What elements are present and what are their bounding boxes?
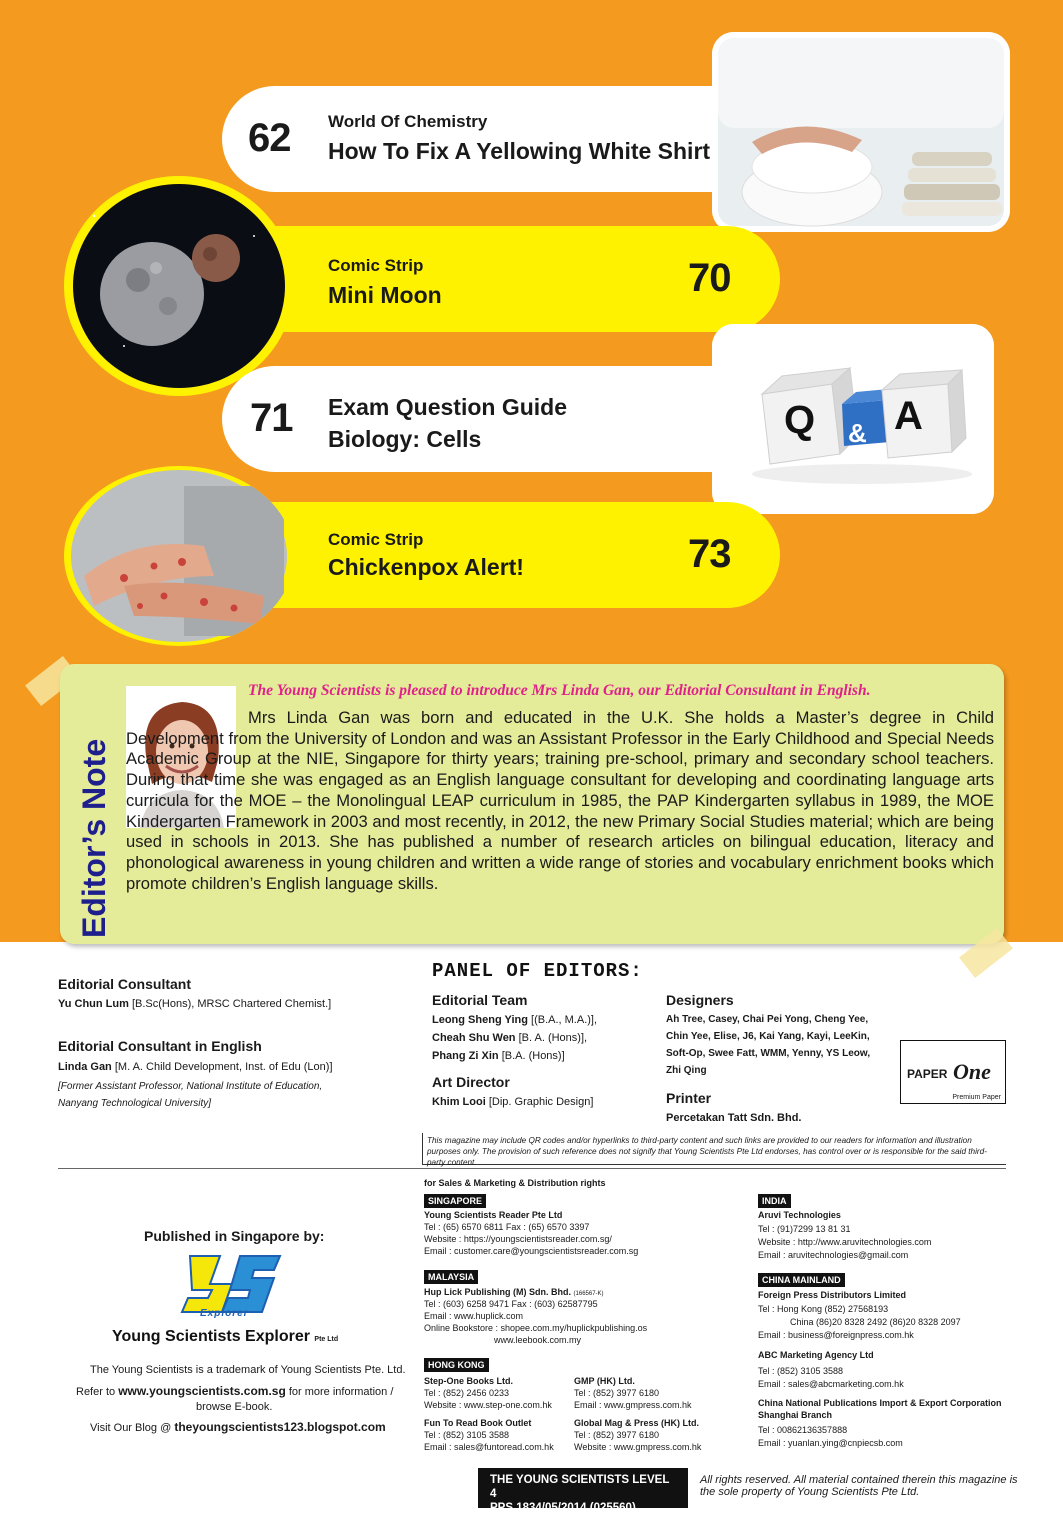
consultant-detail: [B.Sc(Hons), MRSC Chartered Chemist.] <box>131 998 332 1010</box>
toc-category: Exam Question Guide <box>328 394 567 420</box>
member-name: Leong Sheng Ying <box>432 1014 528 1026</box>
distributor-detail: Email : aruvitechnologies@gmail.com <box>758 1250 909 1260</box>
publisher-name-text: Young Scientists Explorer <box>112 1328 310 1345</box>
distributor-name-text: Aruvi Technologies <box>758 1210 841 1220</box>
distributor-detail: Website : www.step-one.com.hk <box>424 1400 552 1410</box>
blog-link[interactable]: theyoungscientists123.blogspot.com <box>174 1420 386 1434</box>
consultant-name: Yu Chun Lum <box>58 998 129 1010</box>
distributor-detail: China (86)20 8328 2492 (86)20 8328 2097 <box>790 1317 961 1327</box>
distributor-detail: Tel : Hong Kong (852) 27568193 <box>758 1304 889 1314</box>
ebook-line: browse E-book. <box>196 1401 273 1413</box>
distributor-detail: Website : http://www.aruvitechnologies.com <box>758 1237 932 1247</box>
editorial-team-heading: Editorial Team <box>432 992 528 1008</box>
english-consultant-detail: [M. A. Child Development, Inst. of Edu (Lon)] <box>114 1061 333 1073</box>
member-detail: [B. A. (Hons)], <box>518 1032 588 1044</box>
moon-photo <box>64 176 294 396</box>
paper-logo-sub: Premium Paper <box>952 1094 1001 1101</box>
shirt-photo <box>712 32 1010 232</box>
distributor-name-text: ABC Marketing Agency Ltd <box>758 1350 874 1360</box>
toc-category: Comic Strip <box>328 530 424 549</box>
website-prefix: Refer to <box>76 1386 119 1398</box>
member-name: Cheah Shu Wen <box>432 1032 516 1044</box>
toc-title[interactable]: How To Fix A Yellowing White Shirt <box>328 138 711 164</box>
distributor-name <box>574 1376 635 1387</box>
toc-category: Comic Strip <box>328 256 424 275</box>
member-detail: [(B.A., M.A.)], <box>531 1014 598 1026</box>
distributor-detail: Website : www.gmpress.com.hk <box>574 1442 702 1452</box>
footer-pps-line: PPS 1834/05/2014 (025560) <box>490 1502 636 1514</box>
consultant-heading: Editorial Consultant <box>58 976 191 992</box>
editorial-team-member <box>432 1032 587 1044</box>
region-tag-china: CHINA MAINLAND <box>758 1273 845 1287</box>
trademark-line: The Young Scientists is a trademark of Young Scientists Pte. Ltd. <box>90 1364 406 1376</box>
distribution-heading: for Sales & Marketing & Distribution rights <box>424 1178 606 1188</box>
distributor-detail: Tel : (852) 3977 6180 <box>574 1430 660 1440</box>
qa-a-letter: A <box>894 394 923 438</box>
distributor-detail: Email : customer.care@youngscientistsreader.com.sg <box>424 1246 639 1256</box>
panel-of-editors-title: PANEL OF EDITORS: <box>432 960 643 982</box>
level-footer-box <box>478 1468 688 1514</box>
editors-note-headline: The Young Scientists is pleased to introduce Mrs Linda Gan, our Editorial Consultant in English. <box>248 682 871 699</box>
distributor-detail: Tel : (852) 3977 6180 <box>574 1388 660 1398</box>
paper-logo-one: One <box>953 1059 991 1084</box>
toc-title[interactable]: Mini Moon <box>328 282 442 308</box>
english-consultant-note: Nanyang Technological University] <box>58 1098 212 1109</box>
distributor-name <box>758 1210 841 1221</box>
distributor-detail: Tel : (91)7299 13 81 31 <box>758 1224 851 1234</box>
consultant-line <box>58 998 331 1010</box>
distributor-detail: Tel : (65) 6570 6811 Fax : (65) 6570 3397 <box>424 1222 590 1232</box>
designers-list: Chin Yee, Elise, J6, Kai Yang, Kayi, LeeKin, <box>666 1031 870 1042</box>
distributor-reg: (166567-K) <box>573 1291 604 1297</box>
distributor-name <box>758 1398 1002 1409</box>
distributor-detail: Email : yuanlan.ying@cnpiecsb.com <box>758 1438 903 1448</box>
region-tag-malaysia: MALAYSIA <box>424 1270 478 1284</box>
distributor-detail: Website : https://youngscientistsreader.com.sg/ <box>424 1234 612 1244</box>
english-consultant-note: [Former Assistant Professor, National Institute of Education, <box>58 1081 323 1092</box>
member-name: Phang Zi Xin <box>432 1050 499 1062</box>
distributor-name <box>424 1376 513 1387</box>
distributor-name-text: Global Mag & Press (HK) Ltd. <box>574 1418 700 1428</box>
toc-page-number: 73 <box>688 532 731 576</box>
publisher-name-suffix: Pte Ltd <box>314 1336 339 1343</box>
distributor-name <box>758 1290 906 1301</box>
distributor-name <box>424 1418 531 1429</box>
website-link[interactable]: www.youngscientists.com.sg <box>118 1384 286 1398</box>
footer-level-line: THE YOUNG SCIENTISTS LEVEL 4 <box>490 1474 670 1500</box>
editors-note-body: Mrs Linda Gan was born and educated in the U.K. She holds a Master’s degree in Child Development from the University of London and was an Assistant Professor in the Early Childhood and Special Needs Academic Group at the NIE, Singapore for thirty years; training pre-school, primary and secondary school teachers. During that time she was engaged as an English language consultant for developing and coordinating language arts curricula for the MOE – the Monolingual LEAP curriculum in 1985, the PAP Kindergarten syllabus in 1989, the MOE Kindergarten Framework in 2003 and most recently, in 2012, the new Primary Social Studies material; which are being used in schools in 2013. She has published a number of research articles on bilingual education, literacy and phonological awareness in young children and written a wide range of stories and vocabulary enrichment books which promote children’s English language skills. <box>126 708 994 893</box>
region-tag-hongkong: HONG KONG <box>424 1358 489 1372</box>
distributor-name-text: China National Publications Import & Export Corporation <box>758 1398 1002 1408</box>
designers-list: Zhi Qing <box>666 1065 707 1076</box>
blog-prefix: Visit Our Blog @ <box>90 1422 175 1434</box>
paper-logo-word: PAPER <box>907 1067 948 1081</box>
toc-title[interactable]: Biology: Cells <box>328 426 482 452</box>
distributor-detail: Email : sales@abcmarketing.com.hk <box>758 1379 904 1389</box>
distributor-name <box>758 1350 874 1361</box>
distributor-detail: Tel : (852) 2456 0233 <box>424 1388 510 1398</box>
rights-statement: All rights reserved. All material contained therein this magazine is the sole property of Young Scientists Pte Ltd. <box>700 1474 1018 1498</box>
printer-name: Percetakan Tatt Sdn. Bhd. <box>666 1112 802 1124</box>
distributor-name-text: Fun To Read Book Outlet <box>424 1418 532 1428</box>
art-director-name: Khim Looi <box>432 1096 486 1108</box>
art-director-heading: Art Director <box>432 1074 510 1090</box>
designers-list: Soft-Op, Swee Fatt, WMM, Yenny, YS Leow, <box>666 1048 871 1059</box>
toc-title[interactable]: Chickenpox Alert! <box>328 554 524 580</box>
distributor-name-text: Step-One Books Ltd. <box>424 1376 514 1386</box>
editorial-team-member <box>432 1050 565 1062</box>
distributor-name <box>424 1210 562 1221</box>
toc-page-number: 62 <box>248 116 291 160</box>
english-consultant-heading: Editorial Consultant in English <box>58 1038 262 1054</box>
ys-explorer-logo <box>176 1250 296 1328</box>
distributor-detail: www.leebook.com.my <box>494 1335 582 1345</box>
designers-heading: Designers <box>666 992 734 1008</box>
art-director-line <box>432 1096 593 1108</box>
english-consultant-line <box>58 1061 333 1073</box>
divider <box>58 1168 1006 1169</box>
english-consultant-name: Linda Gan <box>58 1061 112 1073</box>
editorial-team-member <box>432 1014 597 1026</box>
toc-page-number: 71 <box>250 396 293 440</box>
website-suffix: for more information / <box>285 1386 394 1398</box>
published-in-label: Published in Singapore by: <box>144 1228 325 1244</box>
designers-list: Ah Tree, Casey, Chai Pei Yong, Cheng Yee, <box>666 1014 869 1025</box>
distributor-detail: Tel : (603) 6258 9471 Fax : (603) 62587795 <box>424 1299 598 1309</box>
distributor-detail: Online Bookstore : shopee.com.my/huplickpublishing.os <box>424 1323 648 1333</box>
logo-explorer-word: Explorer <box>200 1308 249 1319</box>
distributor-name-text: Young Scientists Reader Pte Ltd <box>424 1210 563 1220</box>
paper-one-logo <box>900 1040 1006 1104</box>
blog-line <box>90 1420 386 1434</box>
distributor-name <box>574 1418 699 1429</box>
distributor-detail: Tel : 00862136357888 <box>758 1425 848 1435</box>
publisher-name <box>112 1328 338 1346</box>
chickenpox-arm-photo <box>64 466 294 646</box>
distributor-detail: Email : www.gmpress.com.hk <box>574 1400 692 1410</box>
region-tag-india: INDIA <box>758 1194 791 1208</box>
distributor-name-text: Hup Lick Publishing (M) Sdn. Bhd. <box>424 1287 571 1297</box>
distributor-detail: Email : www.huplick.com <box>424 1311 524 1321</box>
printer-heading: Printer <box>666 1090 712 1106</box>
distributor-detail: Tel : (852) 3105 3588 <box>424 1430 510 1440</box>
qa-ampersand: & <box>848 418 867 448</box>
toc-page-number: 70 <box>688 256 731 300</box>
distributor-name-text: GMP (HK) Ltd. <box>574 1376 635 1386</box>
third-party-disclaimer: This magazine may include QR codes and/or hyperlinks to third-party content and such links are provided to our readers for information and illustration purposes only. The provision of such reference does not signify that Young Scientists Pte Ltd endorses, has control over or is responsible for the said third-party content. <box>422 1133 1006 1165</box>
distributor-name-text: Foreign Press Distributors Limited <box>758 1290 907 1300</box>
editors-note-label: Editor’s Note <box>76 738 112 938</box>
toc-category: World Of Chemistry <box>328 112 488 131</box>
art-director-detail: [Dip. Graphic Design] <box>488 1096 594 1108</box>
distributor-detail: Email : business@foreignpress.com.hk <box>758 1330 914 1340</box>
distributor-detail: Email : sales@funtoread.com.hk <box>424 1442 554 1452</box>
distributor-name <box>758 1410 832 1421</box>
distributor-detail: Tel : (852) 3105 3588 <box>758 1366 844 1376</box>
region-tag-singapore: SINGAPORE <box>424 1194 486 1208</box>
qa-q-letter: Q <box>784 398 816 442</box>
distributor-name-text: Shanghai Branch <box>758 1410 833 1420</box>
member-detail: [B.A. (Hons)] <box>501 1050 565 1062</box>
website-line <box>76 1384 393 1398</box>
